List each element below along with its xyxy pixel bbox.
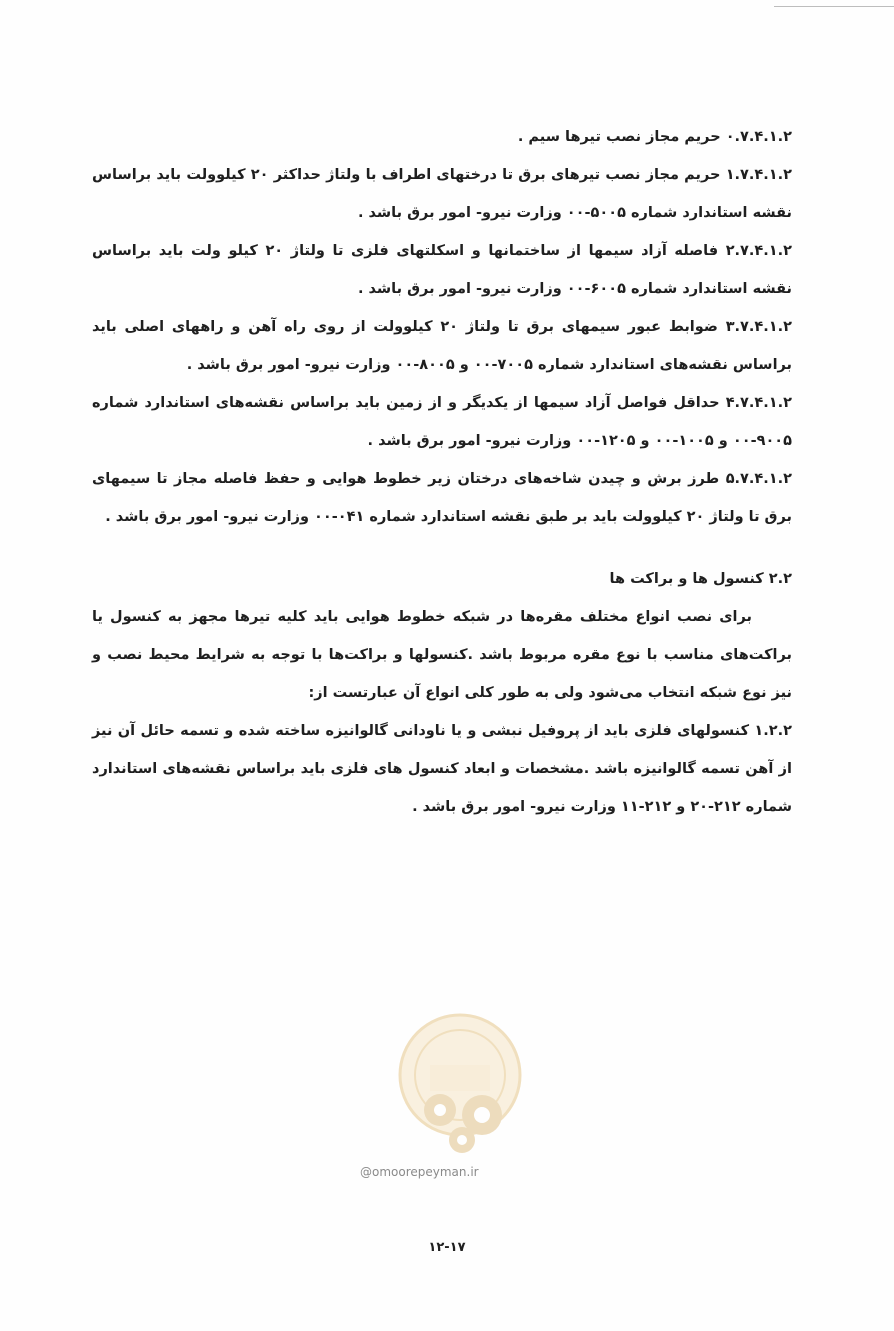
section-spacer [92,536,792,560]
clause-0-7-4-1-2: ۰.۷.۴.۱.۲ حریم مجاز نصب تیرها سیم . [517,129,792,145]
clause-5-7-4-1-2: ۵.۷.۴.۱.۲ طرز برش و چیدن شاخه‌های درختان زیر خطوط هوایی و حفظ فاصله مجاز تا سیمهای برق تا ولتاژ ۲۰ کیلوولت باید بر طبق نقشه استاندارد شماره ۰۴۱-۰۰ وزارت نیرو- امور برق باشد . [92,471,792,525]
clause-2-7-4-1-2: ۲.۷.۴.۱.۲ فاصله آزاد سیمها از ساختمانها و اسکلتهای فلزی تا ولتاژ ۲۰ کیلو ولت باید براساس نقشه استاندارد شماره ۶۰۰۵-۰۰ وزارت نیرو- امور برق باشد . [92,243,792,297]
clause-3-7-4-1-2: ۳.۷.۴.۱.۲ ضوابط عبور سیمهای برق تا ولتاژ ۲۰ کیلوولت از روی راه آهن و راههای اصلی باید براساس نقشه‌های استاندارد شماره ۷۰۰۵-۰۰ و ۸۰۰۵-۰۰ وزارت نیرو- امور برق باشد . [92,319,792,373]
clause-4-7-4-1-2: ۴.۷.۴.۱.۲ حداقل فواصل آزاد سیمها از یکدیگر و از زمین باید براساس نقشه‌های استاندارد شماره ۹۰۰۵-۰۰ و ۱۰۰۵-۰۰ و ۱۲۰۵-۰۰ وزارت نیرو- امور برق باشد . [92,395,792,449]
watermark-logo [370,1005,550,1180]
page-number: ۱۲-۱۷ [428,1240,466,1255]
clause-1-7-4-1-2: ۱.۷.۴.۱.۲ حریم مجاز نصب تیرهای برق تا درختهای اطراف با ولتاژ حداکثر ۲۰ کیلوولت باید براساس نقشه استاندارد شماره ۵۰۰۵-۰۰ وزارت نیرو- امور برق باشد . [92,167,792,221]
clause-1-2-2: ۱.۲.۲ کنسولهای فلزی باید از پروفیل نبشی و یا ناودانی گالوانیزه ساخته شده و تسمه حائل آن نیز از آهن تسمه گالوانیزه باشد .مشخصات و ابعاد کنسول های فلزی باید براساس نقشه‌های استاندارد شماره ۲۱۲-۲۰ و ۲۱۲-۱۱ وزارت نیرو- امور برق باشد . [92,723,792,815]
top-rule [774,6,894,7]
section-heading: ۲.۲ کنسول ها و براکت ها [609,571,792,587]
body-text [92,118,792,826]
watermark-url: @omoorepeyman.ir [360,1165,479,1179]
section-intro: برای نصب انواع مختلف مقره‌ها در شبکه خطوط هوایی باید کلیه تیرها مجهز به کنسول یا براکت‌های مناسب با نوع مقره مربوط باشد .کنسولها و براکت‌ها با توجه به شرایط محیط نصب و نیز نوع شبکه انتخاب می‌شود ولی به طور کلی انواع آن عبارتست از: [92,609,792,701]
